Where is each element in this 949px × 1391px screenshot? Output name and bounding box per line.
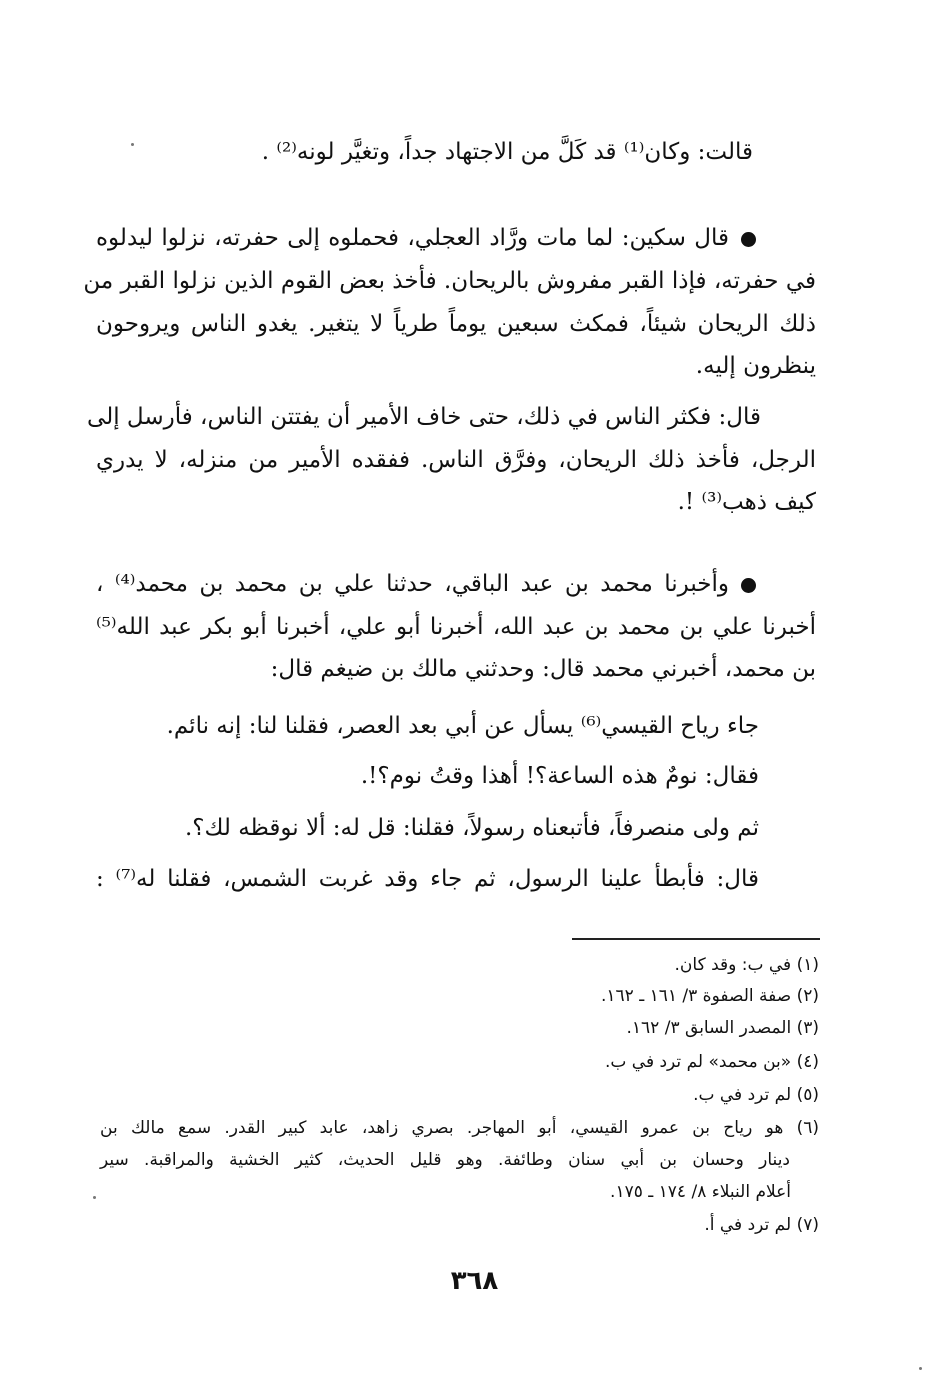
paragraph-line: قال: فكثر الناس في ذلك، حتى خاف الأمير أن يفتتن الناس، فأرسل إلى: [87, 404, 761, 430]
footnote: (٥) لم ترد في ب.: [693, 1085, 819, 1105]
paragraph-line: ينظرون إليه.: [695, 353, 816, 379]
paragraph-line: بن محمد، أخبرني محمد قال: وحدثني مالك بن ضيغم قال:: [270, 656, 816, 682]
quote-line: جاء رياح القيسي⁽⁶⁾ يسأل عن أبي بعد العصر، فقلنا لنا: إنه نائم.: [166, 713, 759, 739]
footnote: دينار وحسان بن أبي سنان وطائفة. وهو قليل الحديث، كثير الخشية والمراقبة. سير: [100, 1150, 790, 1170]
quote-line: ثم ولى منصرفاً، فأتبعناه رسولاً، فقلنا: قل له: ألا نوقظه لك؟.: [184, 815, 759, 841]
quote-line: قال: فأبطأ علينا الرسول، ثم جاء وقد غربت الشمس، فقلنا له⁽⁷⁾ :: [96, 866, 759, 892]
quote-line: فقال: نومٌ هذه الساعة؟! أهذا وقتُ نوم؟!.: [360, 763, 759, 789]
footnote-separator: [572, 938, 820, 940]
paragraph-line: أخبرنا علي بن محمد بن عبد الله، أخبرنا أبو علي، أخبرنا أبو بكر عبد الله⁽⁵⁾: [96, 614, 816, 640]
bullet-icon: [741, 232, 756, 247]
footnote: أعلام النبلاء ٨/ ١٧٤ ـ ١٧٥.: [610, 1182, 791, 1202]
paragraph-line: [96, 223, 756, 255]
footnote: (٧) لم ترد في أ.: [704, 1215, 819, 1235]
footnote: (٢) صفة الصفوة ٣/ ١٦١ ـ ١٦٢.: [600, 986, 819, 1006]
footnote: (٤) «بن محمد» لم ترد في ب.: [604, 1052, 819, 1072]
scan-speck: [919, 1367, 922, 1370]
footnote: (٦) هو رياح بن عمرو القيسي، أبو المهاجر. بصري زاهد، عابد كبير القدر. سمع مالك بن: [100, 1118, 819, 1138]
footnote: (٣) المصدر السابق ٣/ ١٦٢.: [626, 1018, 819, 1038]
paragraph-line: الرجل، فأخذ ذلك الريحان، وفرَّق الناس. ففقده الأمير من منزله، لا يدري: [96, 447, 816, 473]
page-number: ٣٦٨: [450, 1266, 499, 1296]
paragraph-text: وأخبرنا محمد بن عبد الباقي، حدثنا علي بن محمد بن محمد⁽⁴⁾ ،: [96, 571, 730, 597]
paragraph-line: ذلك الريحان شيئاً، فمكث سبعين يوماً طرياً لا يتغير. يغدو الناس ويروحون: [96, 311, 816, 337]
paragraph-text: قال سكين: لما مات ورَّاد العجلي، فحملوه إلى حفرته، نزلوا ليدلوه: [96, 225, 729, 251]
scan-speck: [131, 143, 134, 146]
bullet-icon: [741, 578, 756, 593]
paragraph-line: [96, 569, 756, 601]
footnote: (١) في ب: وقد كان.: [674, 955, 819, 975]
paragraph-line: كيف ذهب⁽³⁾ !.: [677, 489, 816, 515]
text-line: قالت: وكان⁽¹⁾ قد كَلَّ من الاجتهاد جداً، وتغيَّر لونه⁽²⁾ .: [261, 139, 753, 165]
scan-speck: [93, 1196, 96, 1199]
paragraph-line: في حفرته، فإذا القبر مفروش بالريحان. فأخذ بعض القوم الذين نزلوا القبر من: [83, 268, 816, 294]
